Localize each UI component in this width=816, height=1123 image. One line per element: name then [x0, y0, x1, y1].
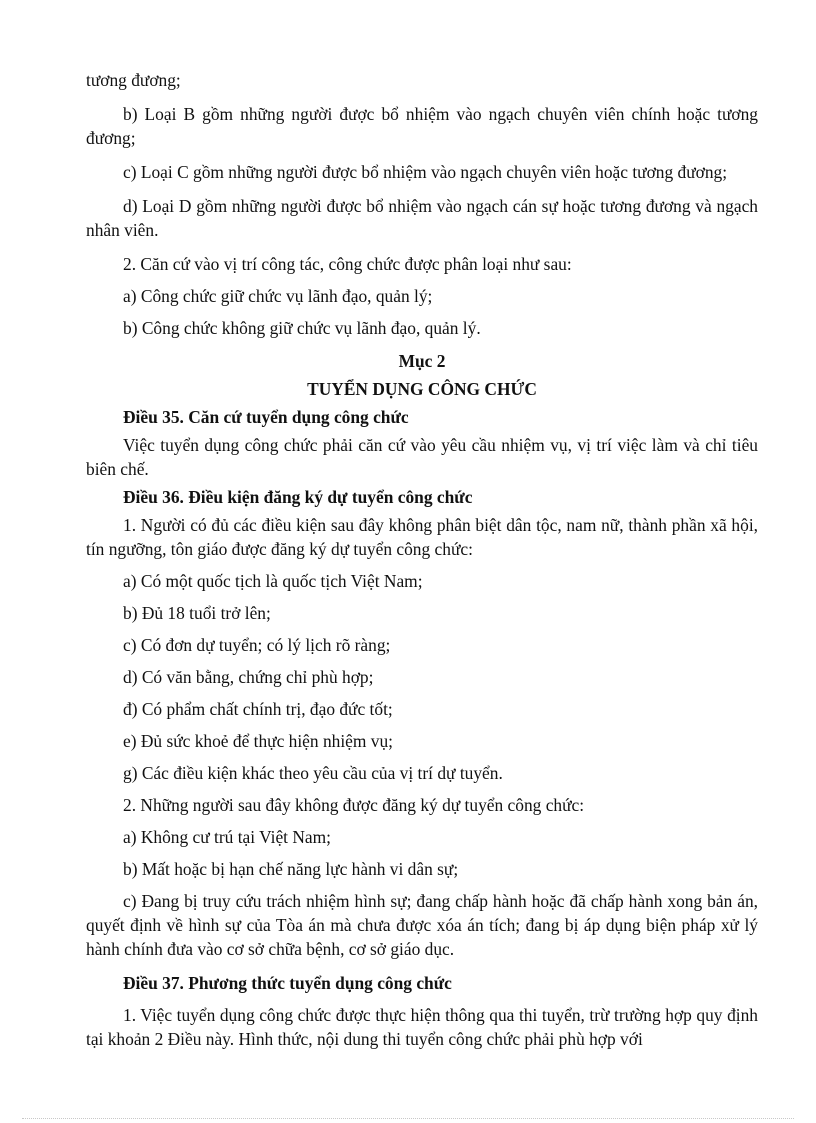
paragraph: e) Đủ sức khoẻ để thực hiện nhiệm vụ; — [123, 731, 393, 751]
paragraph: a) Công chức giữ chức vụ lãnh đạo, quản lý; — [123, 286, 433, 306]
paragraph: d) Loại D gồm những người được bổ nhiệm vào ngạch cán sự hoặc tương đương và ngạch nhân viên. — [86, 196, 758, 240]
paragraph: b) Mất hoặc bị hạn chế năng lực hành vi dân sự; — [123, 859, 459, 879]
document-page — [86, 68, 758, 1051]
paragraph: Việc tuyển dụng công chức phải căn cứ vào yêu cầu nhiệm vụ, vị trí việc làm và chỉ tiêu biên chế. — [86, 435, 758, 479]
section-title: TUYỂN DỤNG CÔNG CHỨC — [307, 379, 537, 399]
paragraph: b) Loại B gồm những người được bổ nhiệm vào ngạch chuyên viên chính hoặc tương đương; — [86, 104, 758, 148]
paragraph: b) Đủ 18 tuổi trở lên; — [123, 603, 271, 623]
article-heading: Điều 36. Điều kiện đăng ký dự tuyển công chức — [123, 487, 473, 507]
page-bottom-rule — [22, 1118, 794, 1119]
paragraph: 1. Việc tuyển dụng công chức được thực hiện thông qua thi tuyển, trừ trường hợp quy định tại khoản 2 Điều này. Hình thức, nội dung thi tuyển công chức phải phù hợp với — [86, 1005, 758, 1049]
article-heading: Điều 35. Căn cứ tuyển dụng công chức — [123, 407, 409, 427]
paragraph: g) Các điều kiện khác theo yêu cầu của vị trí dự tuyển. — [123, 763, 503, 783]
paragraph: 1. Người có đủ các điều kiện sau đây không phân biệt dân tộc, nam nữ, thành phần xã hội, tín ngưỡng, tôn giáo được đăng ký dự tuyển công chức: — [86, 515, 758, 559]
paragraph: d) Có văn bằng, chứng chỉ phù hợp; — [123, 667, 374, 687]
paragraph: a) Không cư trú tại Việt Nam; — [123, 827, 331, 847]
paragraph: b) Công chức không giữ chức vụ lãnh đạo, quản lý. — [123, 318, 481, 338]
paragraph: c) Có đơn dự tuyển; có lý lịch rõ ràng; — [123, 635, 391, 655]
paragraph: đ) Có phẩm chất chính trị, đạo đức tốt; — [123, 699, 393, 719]
paragraph: c) Loại C gồm những người được bổ nhiệm vào ngạch chuyên viên hoặc tương đương; — [123, 162, 728, 182]
paragraph: c) Đang bị truy cứu trách nhiệm hình sự; đang chấp hành hoặc đã chấp hành xong bản án, quyết định về hình sự của Tòa án mà chưa được xóa án tích; đang bị áp dụng biện pháp xử lý hành chính đưa vào cơ sở chữa bệnh, cơ sở giáo dục. — [86, 891, 758, 959]
article-heading: Điều 37. Phương thức tuyển dụng công chức — [123, 973, 452, 993]
section-label: Mục 2 — [398, 351, 446, 371]
paragraph: 2. Những người sau đây không được đăng ký dự tuyển công chức: — [123, 795, 585, 815]
paragraph: 2. Căn cứ vào vị trí công tác, công chức được phân loại như sau: — [123, 254, 572, 274]
paragraph: tương đương; — [86, 70, 181, 90]
paragraph: a) Có một quốc tịch là quốc tịch Việt Nam; — [123, 571, 423, 591]
